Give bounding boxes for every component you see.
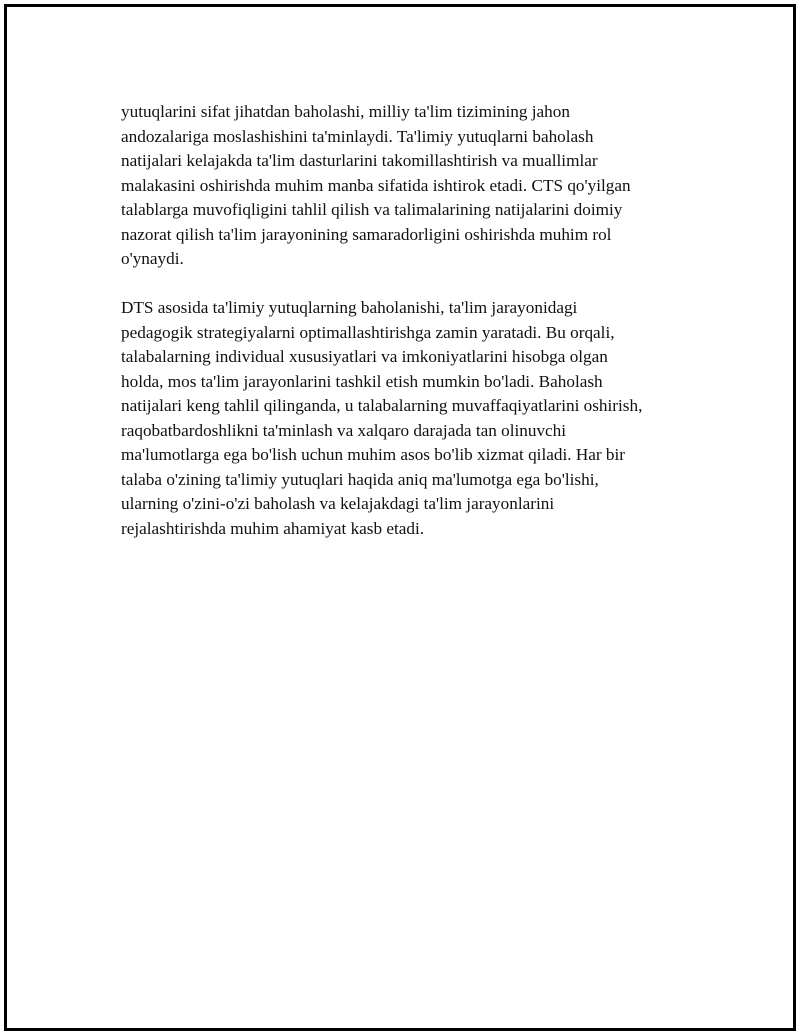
page-frame	[4, 4, 796, 1031]
document-body	[121, 100, 701, 541]
paragraph-2: DTS asosida ta'limiy yutuqlarning baholanishi, ta'lim jarayonidagi pedagogik strategiyalarni optimallashtirishga zamin yaratadi. Bu orqali, talabalarning individual xususiyatlari va imkoniyatlarini hisobga olgan holda, mos ta'lim jarayonlarini tashkil etish mumkin bo'ladi. Baholash natijalari keng tahlil qilinganda, u talabalarning muvaffaqiyatlarini oshirish, raqobatbardoshlikni ta'minlash va xalqaro darajada tan olinuvchi ma'lumotlarga ega bo'lish uchun muhim asos bo'lib xizmat qiladi. Har bir talaba o'zining ta'limiy yutuqlari haqida aniq ma'lumotga ega bo'lishi, ularning o'zini-o'zi baholash va kelajakdagi ta'lim jarayonlarini rejalashtirishda muhim ahamiyat kasb etadi.	[121, 298, 643, 538]
paragraph-1: yutuqlarini sifat jihatdan baholashi, milliy ta'lim tizimining jahon andozalariga moslashishini ta'minlaydi. Ta'limiy yutuqlarni baholash natijalari kelajakda ta'lim dasturlarini takomillashtirish va muallimlar malakasini oshirishda muhim manba sifatida ishtirok etadi. CTS qo'yilgan talablarga muvofiqligini tahlil qilish va talimalarining natijalarini doimiy nazorat qilish ta'lim jarayonining samaradorligini oshirishda muhim rol o'ynaydi.	[121, 102, 631, 268]
